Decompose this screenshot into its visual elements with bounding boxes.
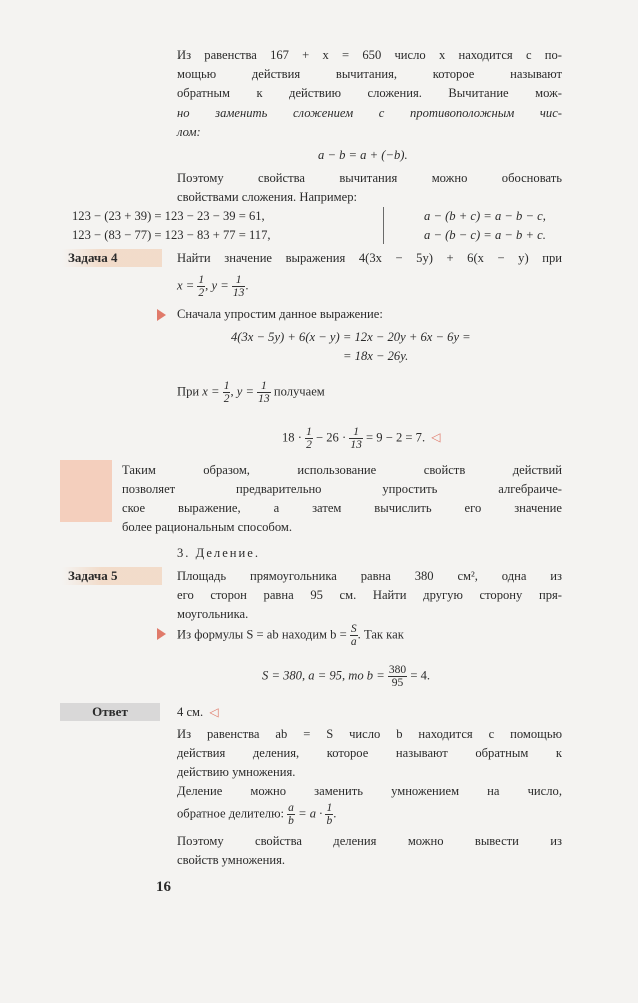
divider [383,207,384,244]
paragraph-line: свойств умножения. [177,853,286,867]
example-left: 123 − (23 + 39) = 123 − 23 − 39 = 61, [72,209,265,223]
paragraph-line: свойствами сложения. Например: [177,190,358,204]
section-heading: 3. Деление. [177,546,261,560]
task-4-statement: Найти значение выражения 4(3x − 5y) + 6(x − y) при [177,251,562,265]
task-5-statement: его сторон равна 95 см. Найти другую сторону пря- [177,588,562,602]
task-5-calculation: S = 380, a = 95, то b = $\frac{380}{95}$ = 4. [262,664,431,689]
conclusion-line: более рациональным способом. [122,520,293,534]
answer-label: Ответ [60,703,160,721]
page-number: 16 [156,879,171,895]
fraction: $\frac{1}{13}$ [350,426,362,451]
note-marker [60,460,112,522]
paragraph-line: действия деления, которое называют обратным к [177,746,562,760]
paragraph-line: Деление можно заменить умножением на число, [177,784,562,798]
paragraph-line: Поэтому свойства деления можно вывести из [177,834,562,848]
end-of-solution-icon: ◁ [431,430,441,445]
paragraph-line: обратным к действию сложения. Вычитание мож- [177,86,562,100]
fraction: $\frac{1}{13}$ [258,380,270,405]
task-4-equation: = 18x − 26y. [343,349,409,363]
task-4-calculation: 18 · $\frac{1}{2}$ − 26 · $\frac{1}{13}$ = 9 − 2 = 7. ◁ [282,426,441,451]
example-right: a − (b + c) = a − b − c, [424,209,546,223]
answer-value: 4 см. ◁ [177,705,219,719]
paragraph-line: Из равенства ab = S число b находится с помощью [177,727,562,741]
solution-marker-icon [157,628,166,640]
paragraph-line: но заменить сложением с противоположным чис- [177,106,562,120]
conclusion-line: ское выражение, а затем вычислить его значение [122,501,562,515]
task-4-label: Задача 4 [62,249,162,267]
example-right: a − (b − c) = a − b + c. [424,228,546,242]
fraction: $\frac{1}{2}$ [306,426,312,451]
division-formula: обратное делителю: $\frac{a}{b}$ = a · $\frac{1}{b}$ . [177,802,337,827]
task-5-statement: Площадь прямоугольника равна 380 см², одна из [177,569,562,583]
task-5-solution: Из формулы S = ab находим b = $\frac{S}{a}$ . Так как [177,623,404,648]
fraction: $\frac{1}{13}$ [232,274,245,299]
fraction: $\frac{1}{b}$ [326,802,333,827]
end-of-solution-icon: ◁ [209,705,219,719]
fraction: $\frac{1}{2}$ [198,274,205,299]
subtraction-formula: a − b = a + (−b). [318,148,408,162]
paragraph-line: мощью действия вычитания, которое называют [177,67,562,81]
paragraph-line: Поэтому свойства вычитания можно обосновать [177,171,562,185]
task-4-values: x = $\frac{1}{2}$ , y = $\frac{1}{13}$ . [177,274,249,299]
fraction: $\frac{S}{a}$ [350,623,357,648]
paragraph-line: действию умножения. [177,765,296,779]
task-4-substitution: При x = $\frac{1}{2}$ , y = $\frac{1}{13}$ получаем [177,380,325,405]
task-5-label: Задача 5 [62,567,162,585]
conclusion-line: позволяет предварительно упростить алгебраиче- [122,482,562,496]
fraction: $\frac{1}{2}$ [223,380,230,405]
paragraph-line: Из равенства 167 + x = 650 число x находится с по- [177,48,562,62]
task-4-equation: 4(3x − 5y) + 6(x − y) = 12x − 20y + 6x − 6y = [231,330,471,344]
task-4-solution-intro: Сначала упростим данное выражение: [177,307,383,321]
paragraph-line: лом: [177,125,201,139]
fraction: $\frac{a}{b}$ [288,802,294,827]
solution-marker-icon [157,309,166,321]
conclusion-line: Таким образом, использование свойств действий [122,463,562,477]
example-left: 123 − (83 − 77) = 123 − 83 + 77 = 117, [72,228,271,242]
fraction: $\frac{380}{95}$ [388,664,407,689]
task-5-statement: моугольника. [177,607,249,621]
